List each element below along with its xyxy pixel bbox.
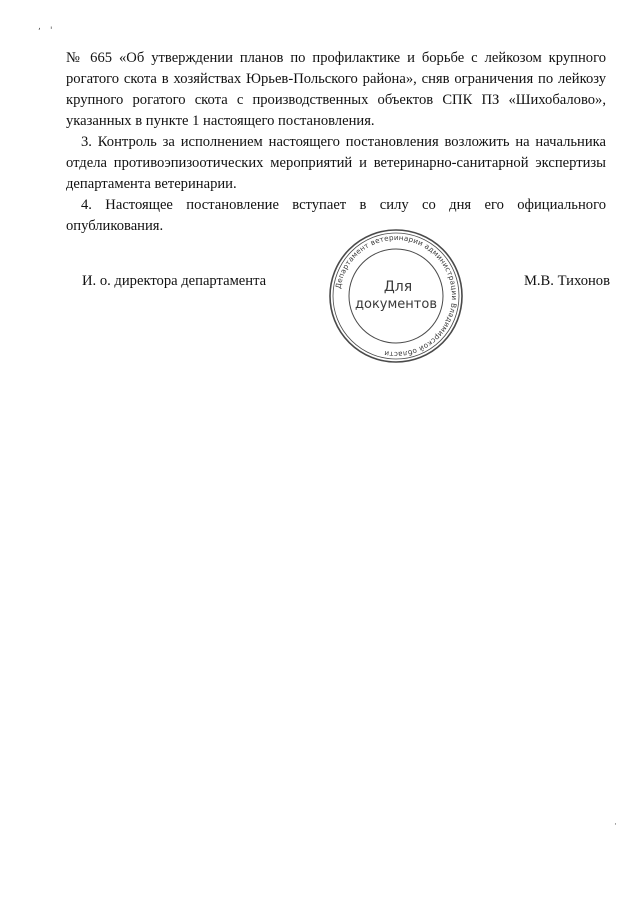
stamp-ring-text: Департамент ветеринарии администрации Владимирской области [333,232,460,360]
seal-stamp [326,226,466,366]
scan-speck: ' [50,26,53,36]
document-body [66,48,606,237]
signature-name: М.В. Тихонов [523,273,610,289]
paragraph-continuation: № 665 «Об утверждении планов по профилактике и борьбе с лейкозом крупного рогатого скота в хозяйствах Юрьев-Польского района», сняв ограничения по лейкозу крупного рогатого скота с производственных объектов СПК ПЗ «Шихобалово», указанных в пункте 1 настоящего постановления. [66,50,606,129]
paragraph-item-3: 3. Контроль за исполнением настоящего постановления возложить на начальника отдела противоэпизоотических мероприятий и ветеринарно-санитарной экспертизы департамента ветеринарии. [66,134,606,192]
signature-role: И. о. директора департамента [82,273,267,289]
stamp-center-line2: документов [355,297,437,312]
stamp-center-line1: Для [383,279,413,295]
scan-speck: , [38,22,41,32]
paragraph-item-4: 4. Настоящее постановление вступает в силу со дня его официального опубликования. [66,197,606,234]
svg-text:Департамент ветеринарии админи [333,233,459,359]
scan-speck: · [614,820,617,830]
